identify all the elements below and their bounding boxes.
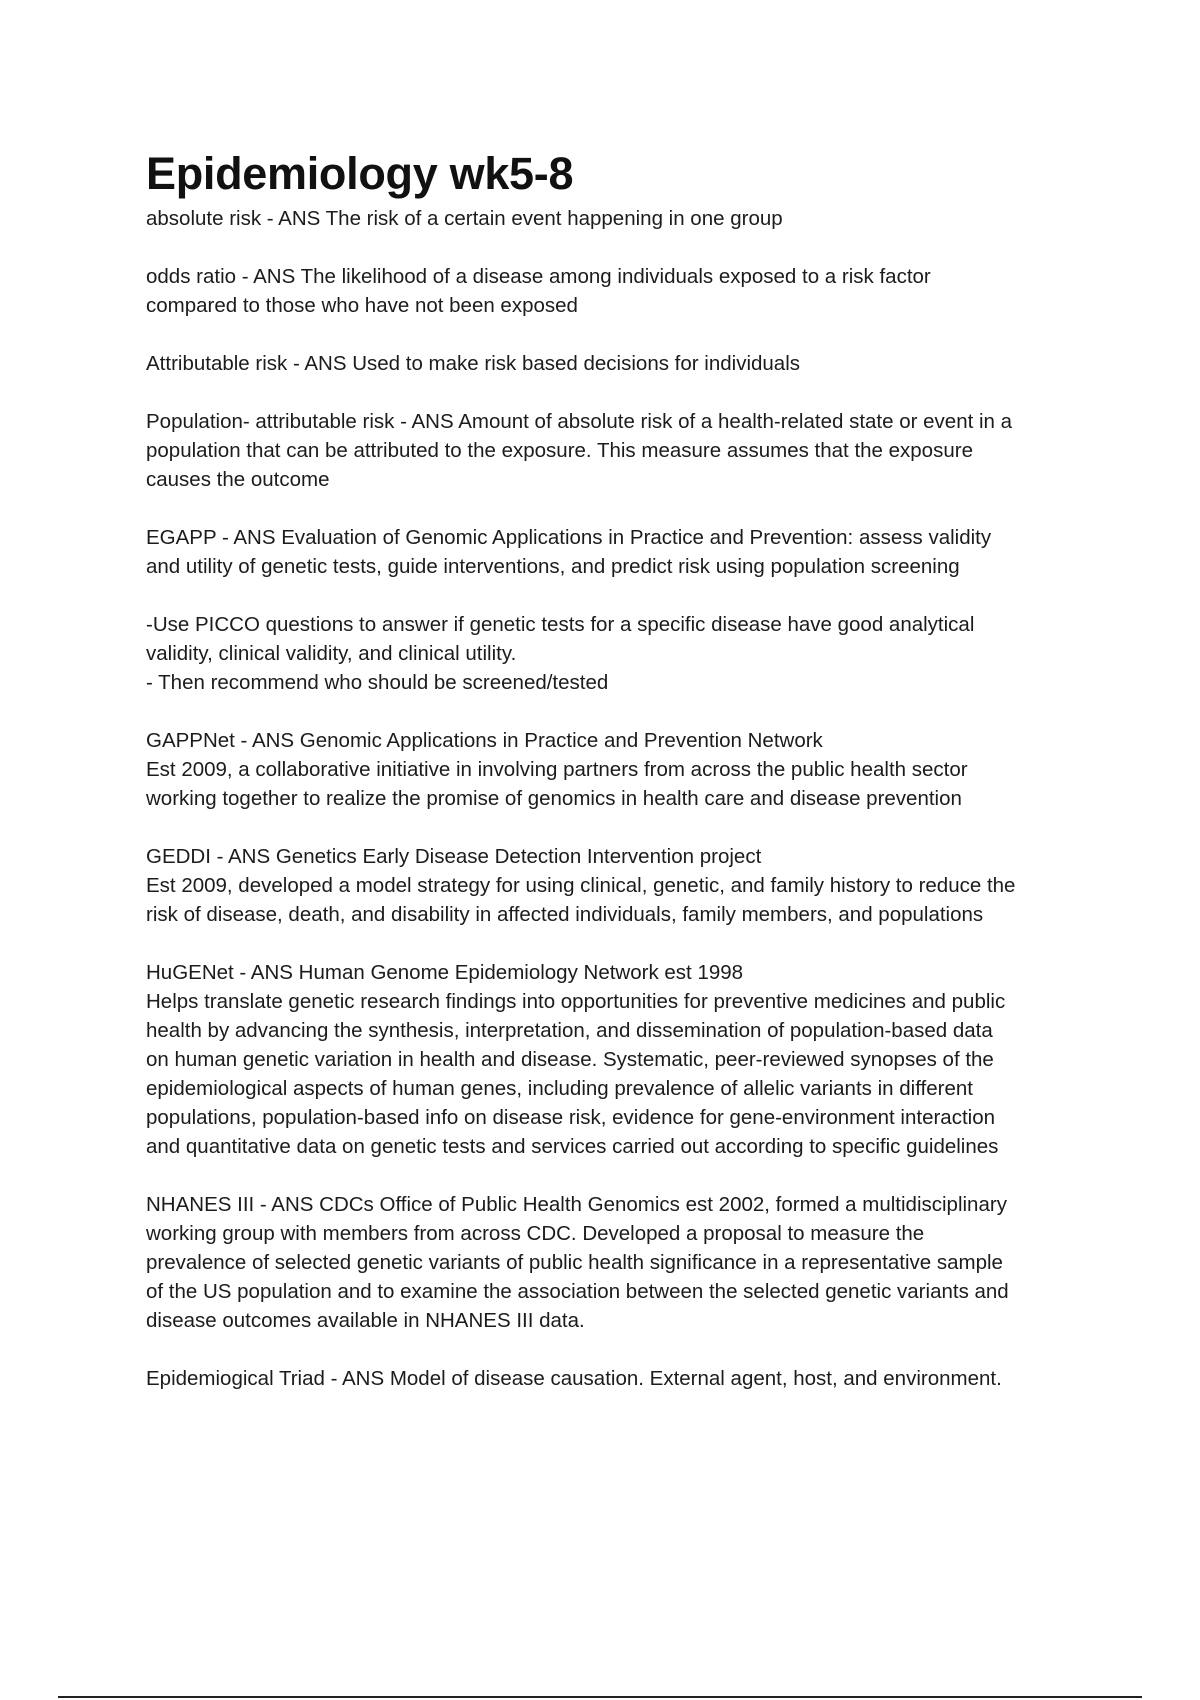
entry-text-line: Est 2009, a collaborative initiative in involving partners from across the public health sector <box>146 758 968 781</box>
entry-text-line: - Then recommend who should be screened/tested <box>146 671 609 694</box>
entry-text-line: NHANES III - ANS CDCs Office of Public Health Genomics est 2002, formed a multidisciplinary <box>146 1193 1007 1216</box>
glossary-entry <box>146 204 1096 233</box>
entry-text-line: EGAPP - ANS Evaluation of Genomic Applications in Practice and Prevention: assess validity <box>146 526 992 549</box>
entry-text-line: populations, population-based info on disease risk, evidence for gene-environment interaction <box>146 1106 996 1129</box>
glossary-entry <box>146 1364 1096 1393</box>
entry-text-line: working together to realize the promise of genomics in health care and disease prevention <box>146 787 962 810</box>
entry-text-line: population that can be attributed to the exposure. This measure assumes that the exposure <box>146 439 973 462</box>
glossary-entry <box>146 726 1096 813</box>
entry-text-line: validity, clinical validity, and clinical utility. <box>146 642 517 665</box>
entry-text-line: risk of disease, death, and disability in affected individuals, family members, and populations <box>146 903 984 926</box>
entry-text-line: Attributable risk - ANS Used to make risk based decisions for individuals <box>146 352 801 375</box>
glossary-entry <box>146 407 1096 494</box>
entry-text-line: Helps translate genetic research findings into opportunities for preventive medicines and public <box>146 990 1006 1013</box>
entry-text-line: working group with members from across CDC. Developed a proposal to measure the <box>146 1222 925 1245</box>
entry-text-line: absolute risk - ANS The risk of a certain event happening in one group <box>146 207 783 230</box>
entry-text-line: GEDDI - ANS Genetics Early Disease Detection Intervention project <box>146 845 762 868</box>
entry-text-line: causes the outcome <box>146 468 330 491</box>
entry-text-line: prevalence of selected genetic variants of public health significance in a representative sample <box>146 1251 1003 1274</box>
footer-divider <box>58 1696 1142 1698</box>
glossary-entry <box>146 842 1096 929</box>
entry-text-line: GAPPNet - ANS Genomic Applications in Practice and Prevention Network <box>146 729 823 752</box>
entry-text-line: -Use PICCO questions to answer if genetic tests for a specific disease have good analytical <box>146 613 975 636</box>
page-title: Epidemiology wk5-8 <box>146 148 574 199</box>
entry-text-line: and utility of genetic tests, guide interventions, and predict risk using population screening <box>146 555 960 578</box>
glossary-entry <box>146 262 1096 320</box>
entry-text-line: health by advancing the synthesis, interpretation, and dissemination of population-based data <box>146 1019 993 1042</box>
entry-text-line: compared to those who have not been exposed <box>146 294 578 317</box>
glossary-entry <box>146 958 1096 1161</box>
entry-text-line: epidemiological aspects of human genes, including prevalence of allelic variants in different <box>146 1077 973 1100</box>
entry-text-line: Est 2009, developed a model strategy for using clinical, genetic, and family history to reduce the <box>146 874 1016 897</box>
entry-text-line: Epidemiogical Triad - ANS Model of disease causation. External agent, host, and environment. <box>146 1367 1002 1390</box>
entry-text-line: odds ratio - ANS The likelihood of a disease among individuals exposed to a risk factor <box>146 265 931 288</box>
glossary-entry <box>146 1190 1096 1335</box>
document-page <box>146 148 1096 1422</box>
glossary-entry <box>146 523 1096 581</box>
entry-list <box>146 204 1096 1393</box>
entry-text-line: on human genetic variation in health and disease. Systematic, peer-reviewed synopses of the <box>146 1048 994 1071</box>
entry-text-line: HuGENet - ANS Human Genome Epidemiology Network est 1998 <box>146 961 744 984</box>
glossary-entry <box>146 610 1096 697</box>
entry-text-line: of the US population and to examine the association between the selected genetic variants and <box>146 1280 1009 1303</box>
glossary-entry <box>146 349 1096 378</box>
entry-text-line: Population- attributable risk - ANS Amount of absolute risk of a health-related state or event in a <box>146 410 1013 433</box>
entry-text-line: disease outcomes available in NHANES III data. <box>146 1309 585 1332</box>
entry-text-line: and quantitative data on genetic tests and services carried out according to specific guidelines <box>146 1135 999 1158</box>
